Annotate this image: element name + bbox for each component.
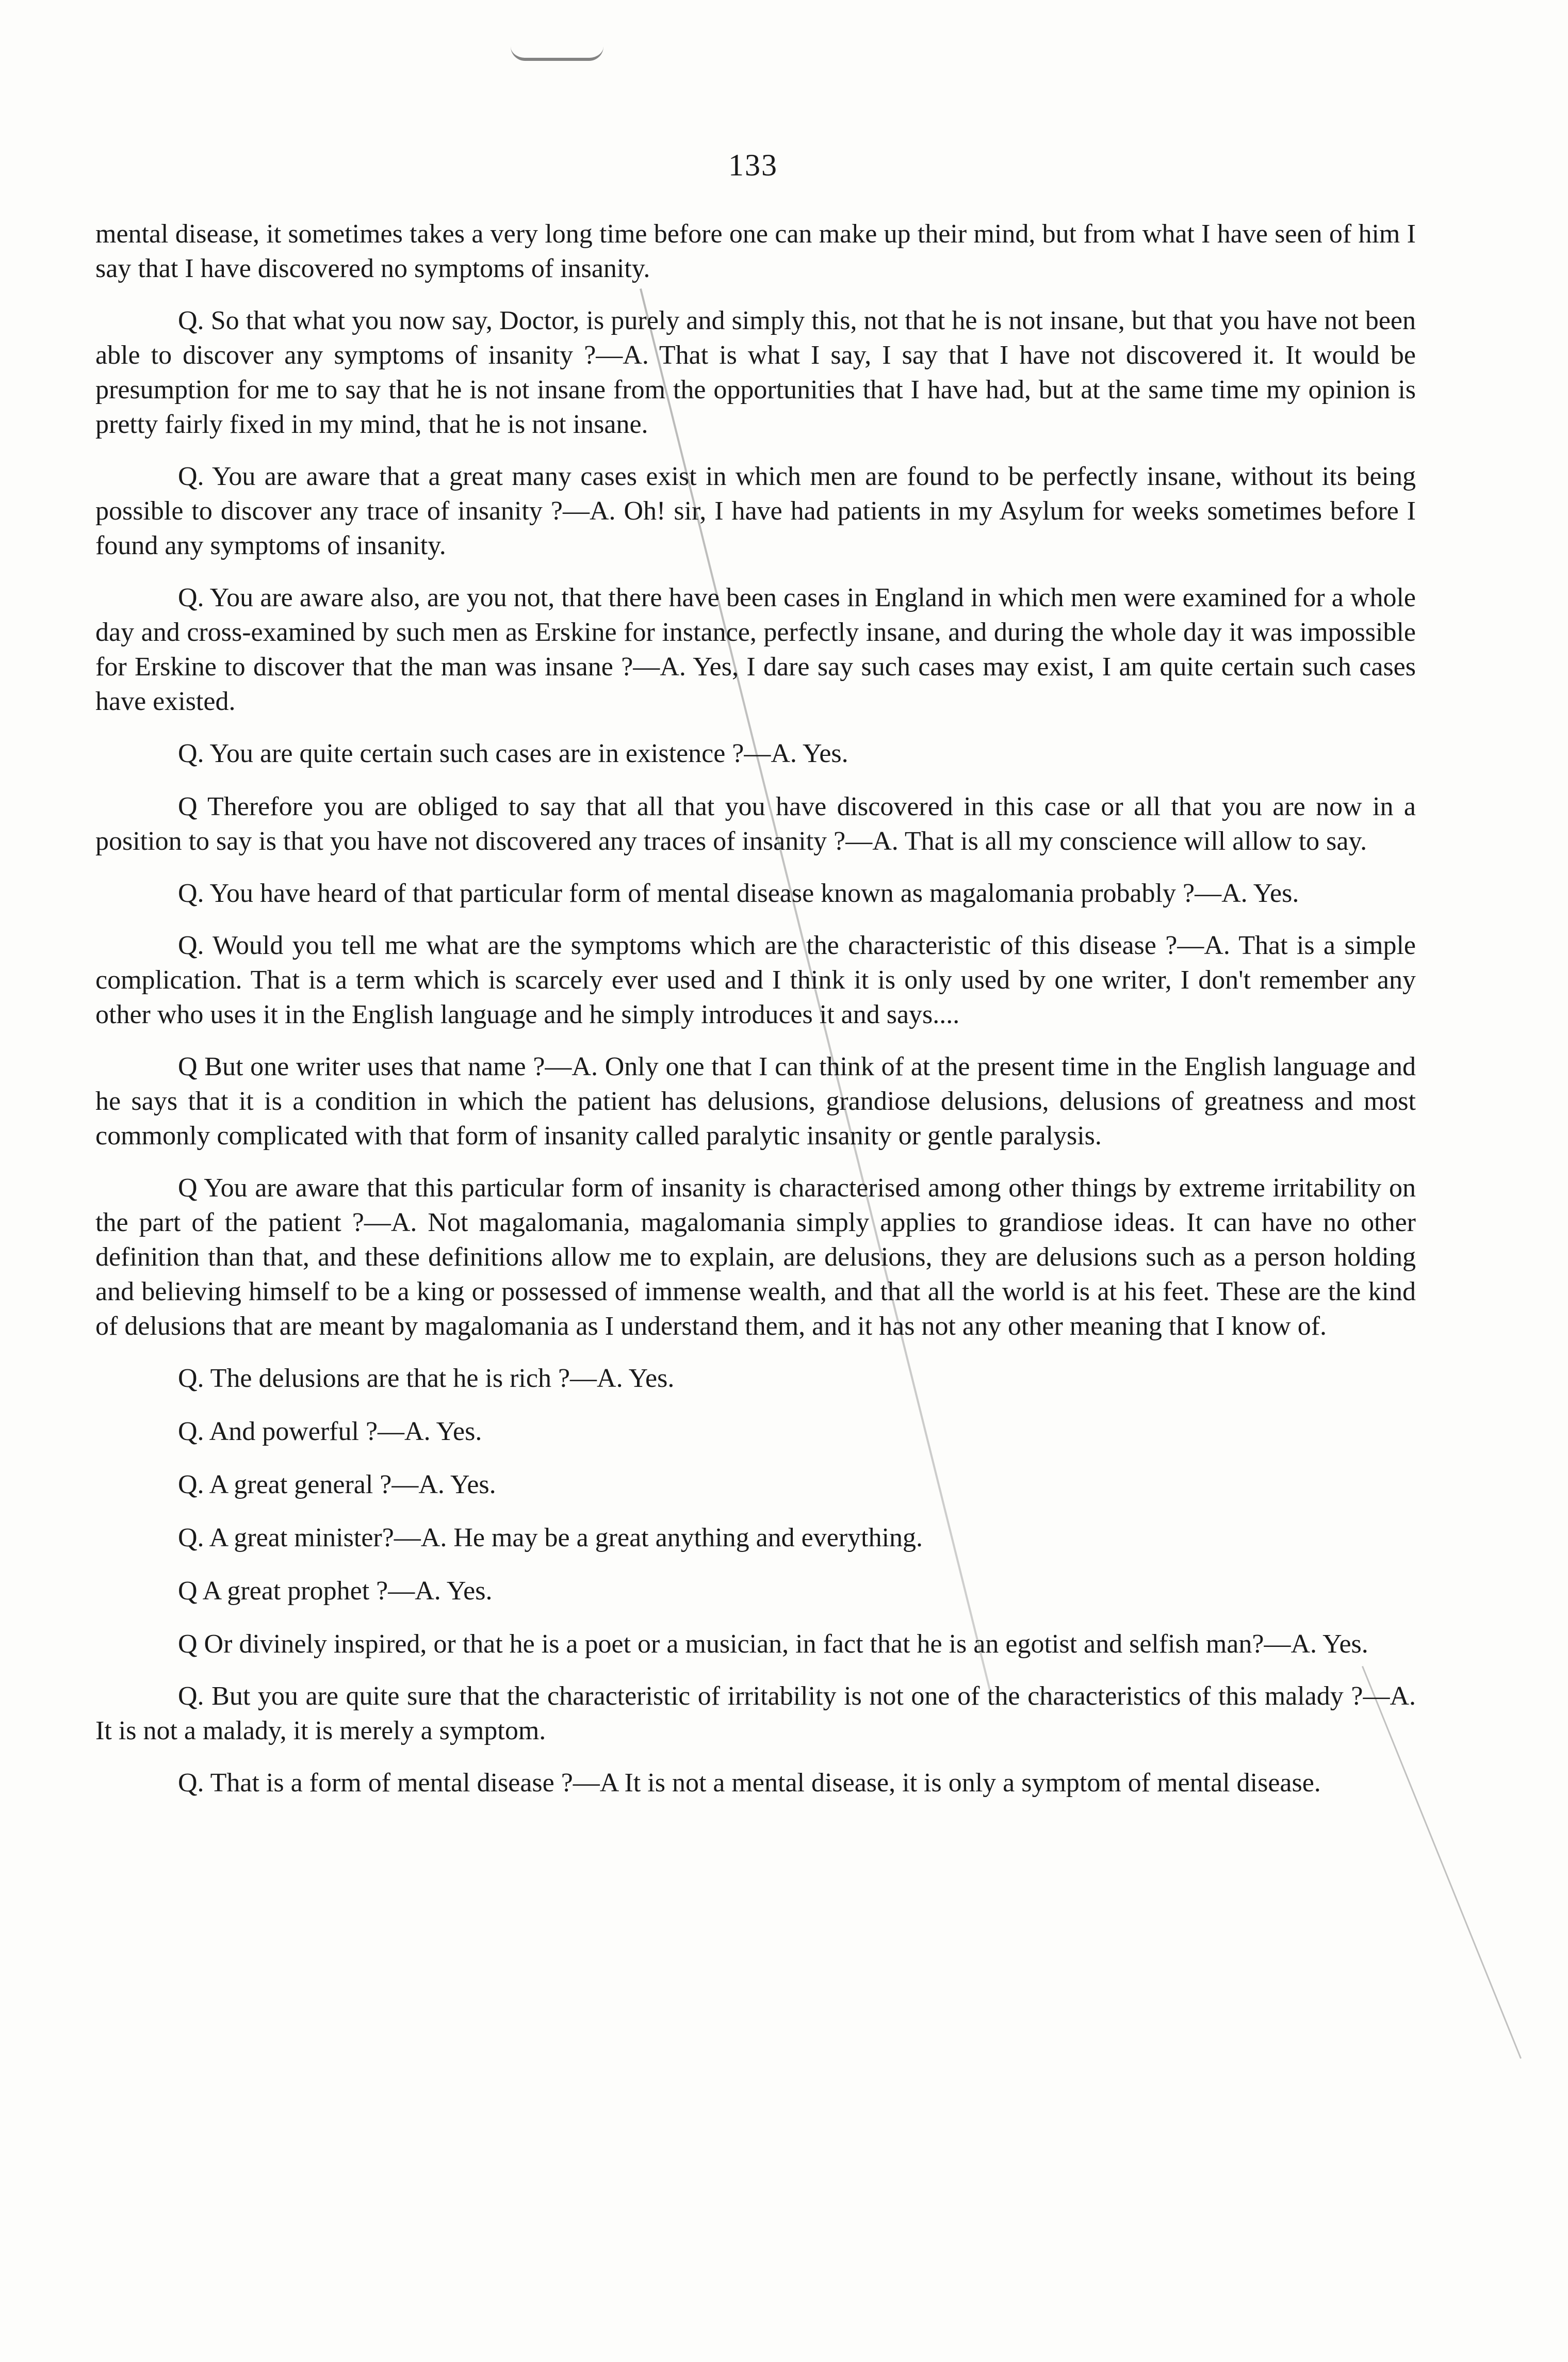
paragraph-testimony: Q. A great general ?—A. Yes. — [178, 1470, 496, 1499]
paragraph-testimony: Q. You are quite certain such cases are in existence ?—A. Yes. — [178, 739, 848, 768]
paragraph-testimony: Q A great prophet ?—A. Yes. — [178, 1576, 493, 1606]
paragraph-testimony: Q. You have heard of that particular form of mental disease known as magalomania probably ?—A. Yes. — [178, 879, 1299, 908]
paragraph-testimony: Q You are aware that this particular form of insanity is characterised among other things by extreme irritability on the part of the patient ?—A. Not magalomania, magalomania simply applies to grandiose ideas. It can have no other definition than that, and these definitions allow me to explain, are delusions, they are delusions such as a person holding and believing himself to be a king or possessed of immense wealth, and that all the world is at his feet. These are the kind of delusions that are meant by magalomania as I understand them, and it has not any other meaning that I know of. — [95, 1173, 1416, 1341]
paragraph-testimony: Q. A great minister?—A. He may be a great anything and everything. — [178, 1523, 923, 1552]
paragraph-testimony: Q But one writer uses that name ?—A. Only one that I can think of at the present time in the English language and he says that it is a condition in which the patient has delusions, grandiose delusions, delusions of greatness and most commonly complicated with that form of insanity called paralytic insanity or gentle paralysis. — [95, 1052, 1416, 1151]
header-pen-mark — [511, 46, 603, 61]
paragraph-testimony: Q. So that what you now say, Doctor, is purely and simply this, not that he is not insane, but that you have not been able to discover any symptoms of insanity ?—A. That is what I say, I say that I have not discovered it. It would be presumption for me to say that he is not insane from the opportunities that I have had, but at the same time my opinion is pretty fairly fixed in my mind, that he is not insane. — [95, 306, 1416, 439]
paragraph-testimony: Q Therefore you are obliged to say that all that you have discovered in this case or all that you are now in a position to say is that you have not discovered any traces of insanity ?—A. That is all my conscience will allow to say. — [95, 792, 1416, 856]
paragraph-testimony: Q Or divinely inspired, or that he is a poet or a musician, in fact that he is an egotist and selfish man?—A. Yes. — [178, 1629, 1368, 1659]
paragraph-testimony: Q. Would you tell me what are the symptoms which are the characteristic of this disease ?—A. That is a simple complication. That is a term which is scarcely ever used and I think it is only used by one writer, I don't remember any other who uses it in the English language and he simply introduces it and says.... — [95, 931, 1416, 1029]
paragraph-testimony: Q. That is a form of mental disease ?—A It is not a mental disease, it is only a symptom of mental disease. — [178, 1768, 1321, 1798]
paragraph-continuation: mental disease, it sometimes takes a very long time before one can make up their mind, but from what I have seen of him I say that I have discovered no symptoms of insanity. — [95, 219, 1416, 283]
paragraph-testimony: Q. You are aware also, are you not, that there have been cases in England in which men were examined for a whole day and cross-examined by such men as Erskine for instance, perfectly insane, and during the whole day it was impossible for Erskine to discover that the man was insane ?—A. Yes, I dare say such cases may exist, I am quite certain such cases have existed. — [95, 583, 1416, 716]
paragraph-testimony: Q. You are aware that a great many cases exist in which men are found to be perfectly insane, without its being possible to discover any trace of insanity ?—A. Oh! sir, I have had patients in my Asylum for weeks sometimes before I found any symptoms of insanity. — [95, 462, 1416, 560]
paragraph-testimony: Q. But you are quite sure that the characteristic of irritability is not one of the characteristics of this malady ?—A. It is not a malady, it is merely a symptom. — [95, 1681, 1416, 1745]
body-text — [95, 217, 1416, 1818]
paragraph-testimony: Q. And powerful ?—A. Yes. — [178, 1417, 482, 1446]
page-number: 133 — [728, 148, 778, 182]
paragraph-testimony: Q. The delusions are that he is rich ?—A. Yes. — [178, 1364, 675, 1393]
